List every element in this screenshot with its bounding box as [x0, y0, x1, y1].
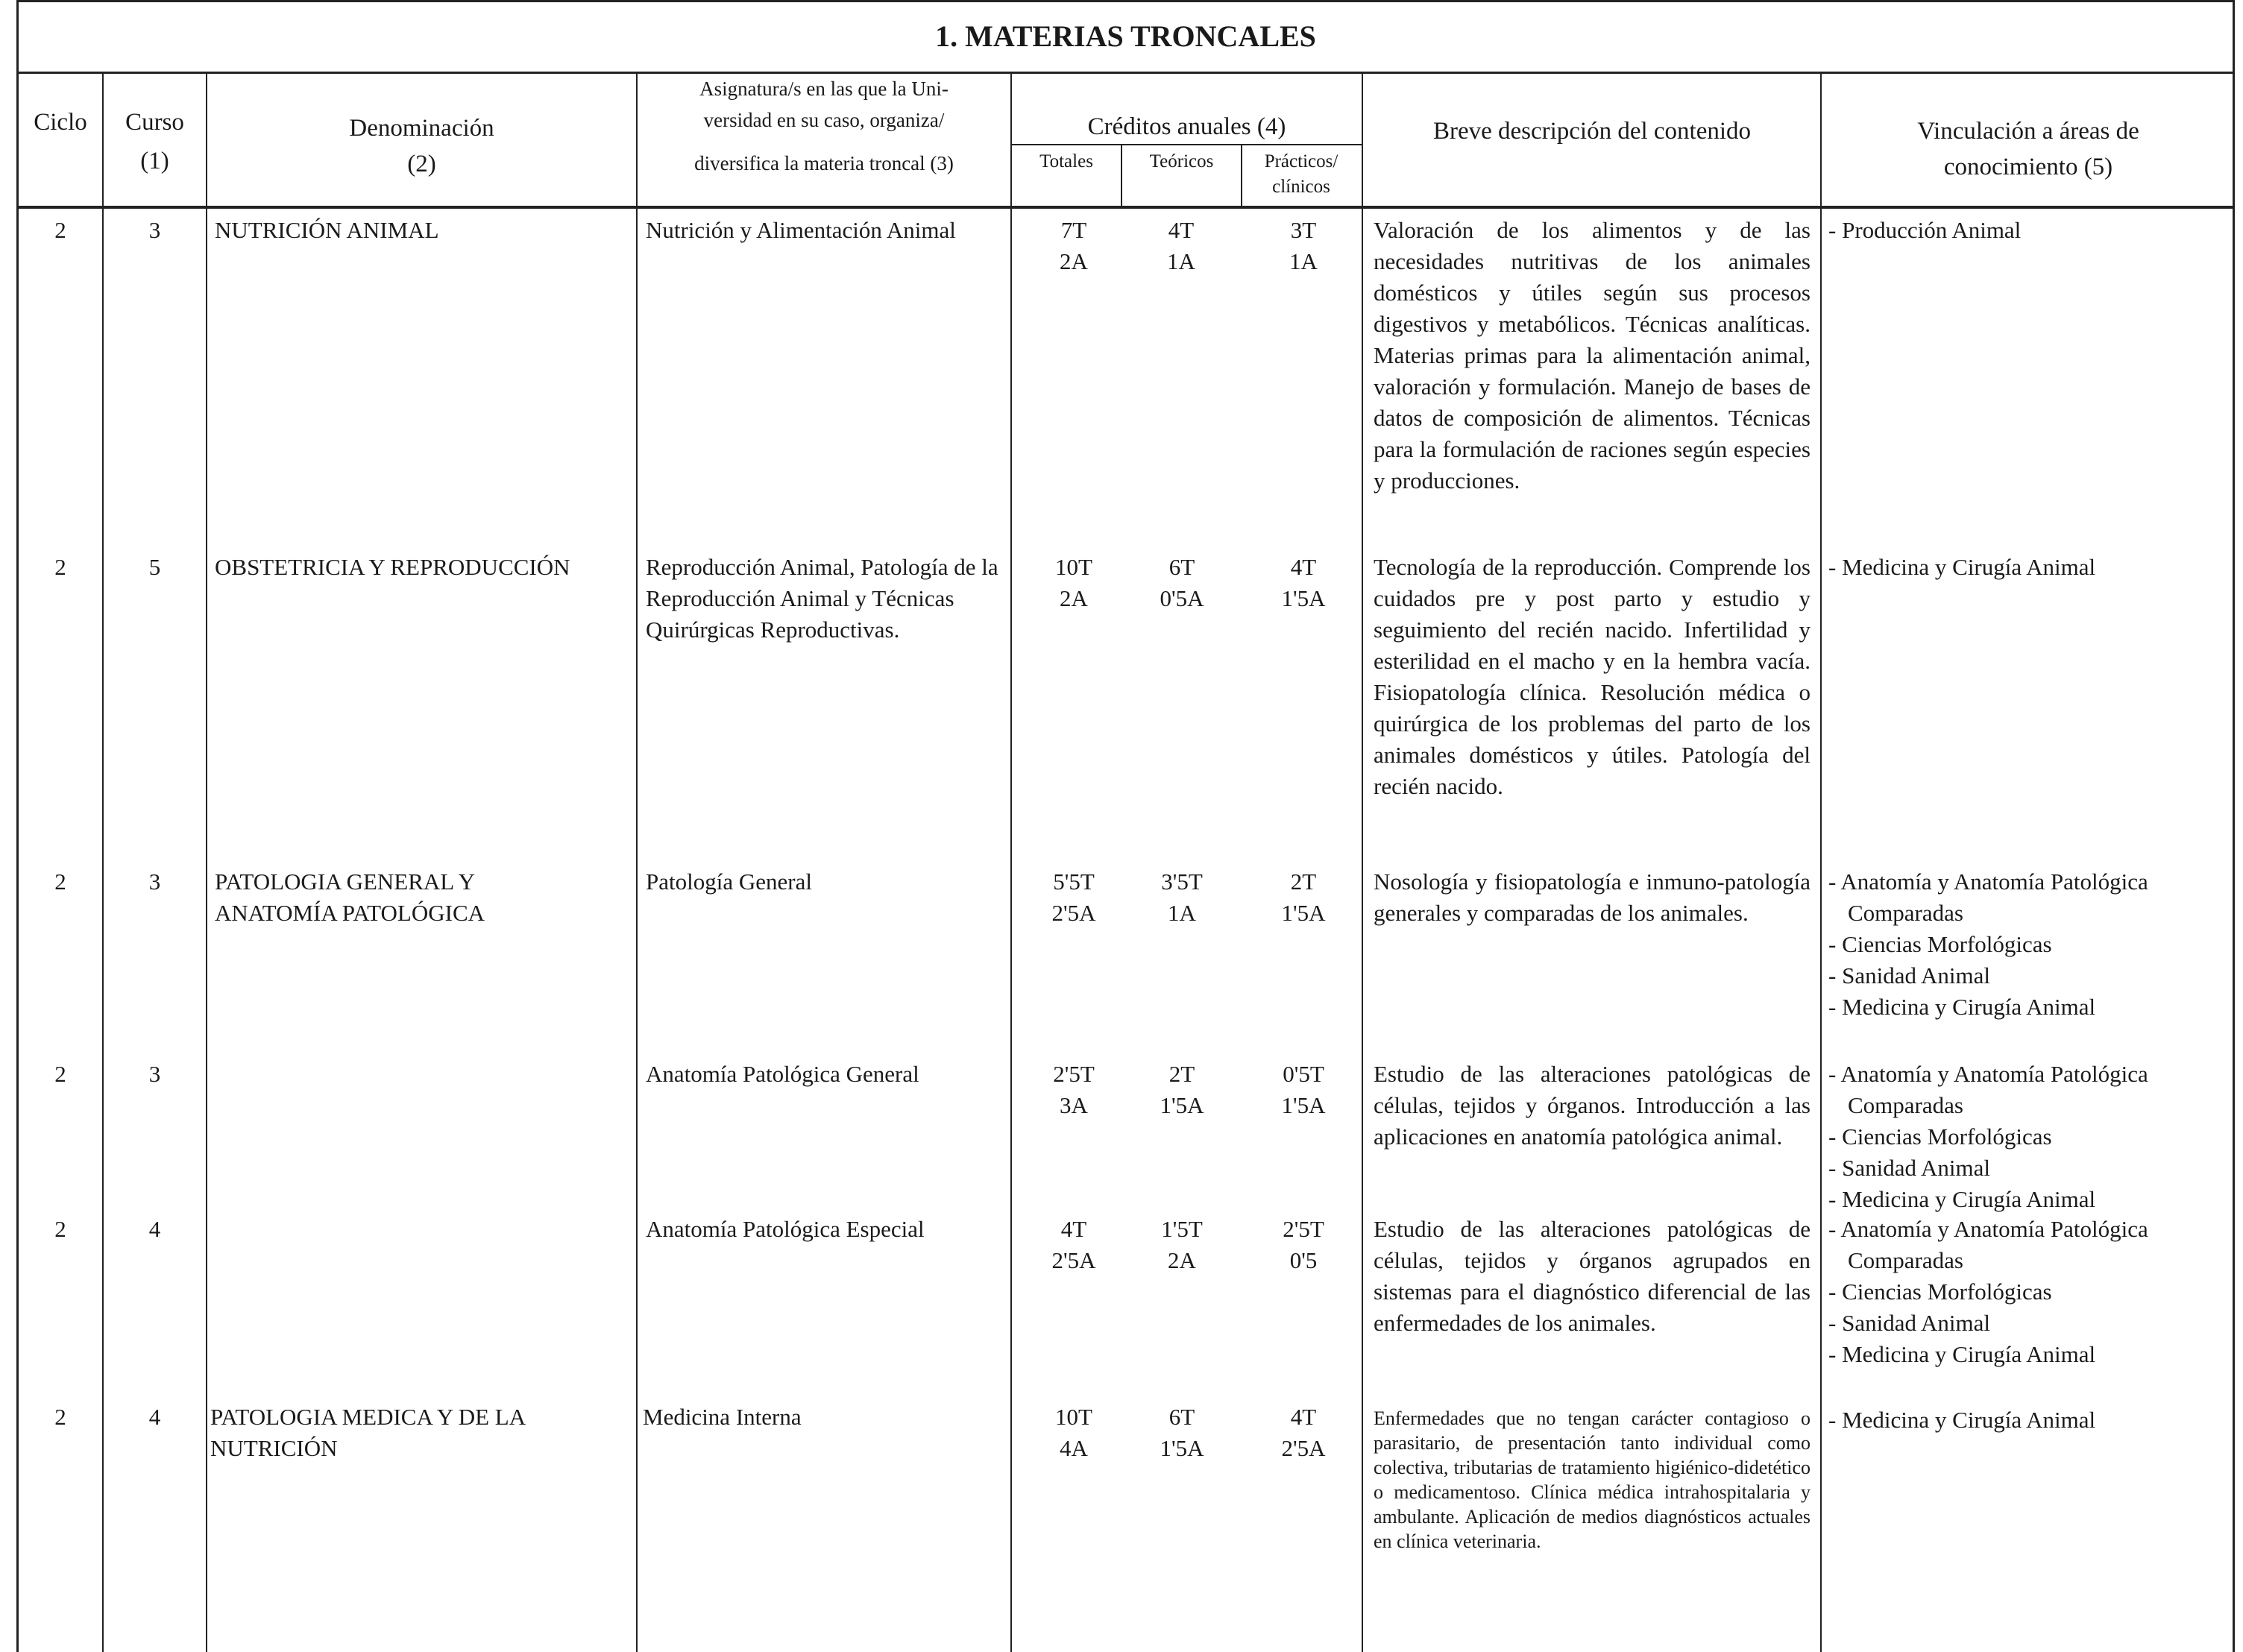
area-item: - Ciencias Morfológicas: [1828, 1121, 2231, 1153]
row-asignatura: Reproducción Animal, Patología de la Reproducción Animal y Técnicas Quirúrgicas Reproductivas.: [646, 554, 998, 643]
header-denominacion-note: (2): [407, 151, 436, 177]
row-descripcion: Tecnología de la reproducción. Comprende los cuidados pre y post parto y estudio y seguimiento del recién nacido. Infertilidad y esterilidad en el macho y en la hembra vacía. Fisiopatología clínica. Resolución médica o quirúrgica de los problemas del parto de los animales domésticos y útiles. Patología del recién nacido.: [1374, 554, 1811, 799]
area-item: - Anatomía y Anatomía Patológica Comparadas: [1828, 1214, 2231, 1276]
row-practicos: 4T 2'5A: [1281, 1404, 1326, 1461]
row-curso: 3: [148, 217, 161, 243]
row-practicos: 0'5T 1'5A: [1281, 1061, 1326, 1118]
row-asignatura: Medicina Interna: [643, 1404, 802, 1430]
row-curso: 4: [148, 1216, 161, 1242]
row-descripcion: Estudio de las alteraciones patológicas de células, tejidos y órganos. Introducción a las aplicaciones en anatomía patológica animal.: [1374, 1061, 1811, 1150]
row-areas: [1828, 1059, 2231, 1215]
area-item: - Anatomía y Anatomía Patológica Comparadas: [1828, 866, 2231, 929]
row-areas: [1828, 866, 2231, 1023]
area-item: - Medicina y Cirugía Animal: [1828, 1404, 2231, 1436]
area-item: - Anatomía y Anatomía Patológica Comparadas: [1828, 1059, 2231, 1121]
header-vinculacion: Vinculación a áreas de conocimiento (5): [1917, 118, 2139, 180]
row-ciclo: 2: [54, 554, 66, 580]
header-curso-note: (1): [140, 148, 169, 174]
header-asignaturas-line1: Asignatura/s en las que la Uni-: [699, 78, 949, 100]
row-curso: 3: [148, 1061, 161, 1087]
row-asignatura: Anatomía Patológica Especial: [646, 1216, 925, 1242]
row-practicos: 2'5T 0'5: [1283, 1216, 1324, 1273]
row-asignatura: Patología General: [646, 868, 812, 895]
row-practicos: 2T 1'5A: [1281, 868, 1326, 926]
area-item: - Medicina y Cirugía Animal: [1828, 552, 2231, 583]
row-teoricos: 3'5T 1A: [1161, 868, 1203, 926]
area-item: - Sanidad Animal: [1828, 960, 2231, 991]
area-item: - Medicina y Cirugía Animal: [1828, 1184, 2231, 1215]
col-divider-3: [636, 72, 638, 1652]
row-areas: [1828, 1404, 2231, 1436]
row-areas: [1828, 215, 2231, 246]
row-denominacion: NUTRICIÓN ANIMAL: [215, 217, 439, 243]
header-descripcion: Breve descripción del contenido: [1432, 118, 1752, 145]
row-denominacion: PATOLOGIA MEDICA Y DE LA NUTRICIÓN: [210, 1404, 525, 1461]
col-divider-6: [1820, 72, 1822, 1652]
row-totales: 5'5T 2'5A: [1051, 868, 1096, 926]
row-teoricos: 6T 0'5A: [1160, 554, 1204, 611]
header-creditos: Créditos anuales (4): [1087, 113, 1286, 140]
row-curso: 3: [148, 868, 161, 895]
header-teoricos: Teóricos: [1149, 151, 1214, 171]
row-practicos: 3T 1A: [1289, 217, 1318, 274]
row-ciclo: 2: [54, 1216, 66, 1242]
row-practicos: 4T 1'5A: [1281, 554, 1326, 611]
header-asignaturas-line3: diversifica la materia troncal (3): [694, 152, 954, 174]
row-ciclo: 2: [54, 1404, 66, 1430]
row-teoricos: 1'5T 2A: [1161, 1216, 1203, 1273]
area-item: - Ciencias Morfológicas: [1828, 1276, 2231, 1308]
col-divider-5: [1362, 72, 1363, 1652]
row-descripcion: Enfermedades que no tengan carácter contagioso o parasitario, de presentación tanto individual como colectiva, tributarias de tratamiento higiénico-didetético o medicamentoso. Clínica médica intrahospitalaria y ambulante. Aplicación de medios diagnósticos actuales en clínica veterinaria.: [1374, 1407, 1811, 1552]
header-totales: Totales: [1039, 151, 1093, 171]
header-denominacion: Denominación: [349, 115, 494, 142]
row-curso: 5: [148, 554, 161, 580]
row-areas: [1828, 1214, 2231, 1370]
row-descripcion: Valoración de los alimentos y de las necesidades nutritivas de los animales domésticos y útiles según sus procesos digestivos y metabólicos. Técnicas analíticas. Materias primas para la alimentación animal, valoración y formulación. Manejo de bases de datos de composición de alimentos. Técnicas para la formulación de raciones según especies y producciones.: [1374, 217, 1811, 494]
header-practicos: Prácticos/ clínicos: [1264, 151, 1338, 197]
col-divider-4: [1010, 72, 1012, 1652]
row-denominacion: OBSTETRICIA Y REPRODUCCIÓN: [215, 554, 570, 580]
row-denominacion: PATOLOGIA GENERAL Y ANATOMÍA PATOLÓGICA: [215, 868, 485, 926]
row-curso: 4: [148, 1404, 161, 1430]
area-item: - Medicina y Cirugía Animal: [1828, 991, 2231, 1023]
header-ciclo: Ciclo: [34, 109, 87, 136]
title-divider: [16, 72, 2235, 74]
row-totales: 4T 2'5A: [1051, 1216, 1096, 1273]
row-teoricos: 2T 1'5A: [1160, 1061, 1204, 1118]
header-curso: Curso: [125, 109, 184, 136]
row-totales: 10T 4A: [1055, 1404, 1092, 1461]
row-descripcion: Nosología y fisiopatología e inmuno-patología generales y comparadas de los animales.: [1374, 868, 1811, 926]
page-title: 1. MATERIAS TRONCALES: [935, 19, 1316, 53]
row-ciclo: 2: [54, 1061, 66, 1087]
col-divider-2: [206, 72, 207, 1652]
table-border-right: [2233, 0, 2235, 1652]
row-descripcion: Estudio de las alteraciones patológicas de células, tejidos y órganos agrupados en sistemas para el diagnóstico diferencial de las enfermedades de los animales.: [1374, 1216, 1811, 1336]
area-item: - Sanidad Animal: [1828, 1308, 2231, 1339]
row-teoricos: 4T 1A: [1167, 217, 1195, 274]
area-item: - Medicina y Cirugía Animal: [1828, 1339, 2231, 1370]
row-ciclo: 2: [54, 868, 66, 895]
row-areas: [1828, 552, 2231, 583]
table-border-top: [16, 0, 2235, 2]
row-asignatura: Anatomía Patológica General: [646, 1061, 919, 1087]
area-item: - Sanidad Animal: [1828, 1153, 2231, 1184]
area-item: - Producción Animal: [1828, 215, 2231, 246]
row-asignatura: Nutrición y Alimentación Animal: [646, 217, 956, 243]
row-totales: 2'5T 3A: [1053, 1061, 1095, 1118]
header-asignaturas-line2: versidad en su caso, organiza/: [703, 109, 945, 131]
subcol-divider-2: [1241, 144, 1242, 207]
row-ciclo: 2: [54, 217, 66, 243]
header-divider: [16, 206, 2235, 209]
row-totales: 7T 2A: [1060, 217, 1088, 274]
row-totales: 10T 2A: [1055, 554, 1092, 611]
row-teoricos: 6T 1'5A: [1160, 1404, 1204, 1461]
area-item: - Ciencias Morfológicas: [1828, 929, 2231, 960]
